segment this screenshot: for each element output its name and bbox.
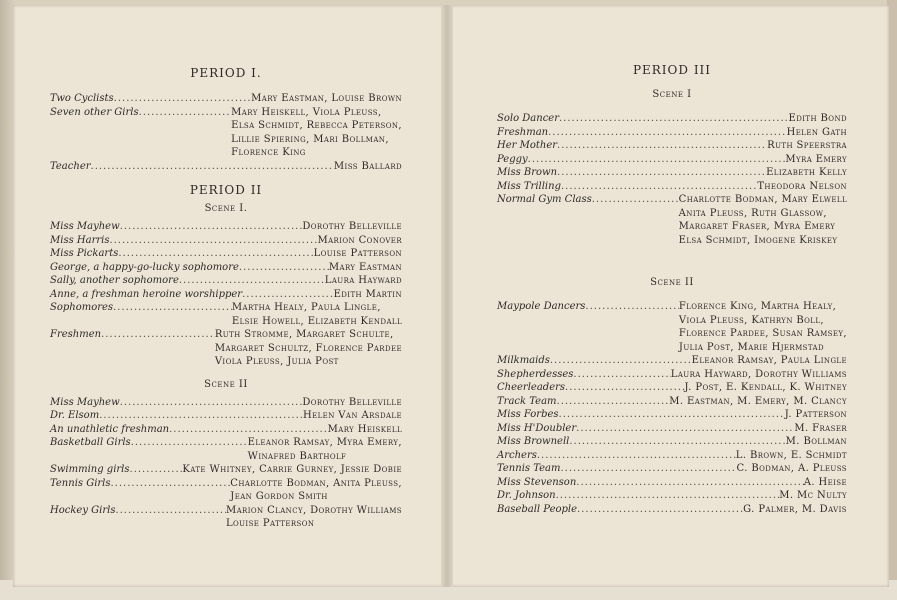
actor-names: M. Fraser [794, 422, 847, 434]
role-name: Her Mother [497, 140, 558, 151]
actor-names: Marion Clancy, Dorothy Williams Louise Patterson [225, 504, 402, 529]
role-name: George, a happy-go-lucky sophomore [50, 261, 239, 273]
actor-names: J. Patterson [784, 409, 847, 420]
role-name: Miss Brown [497, 167, 558, 178]
dot-leader [573, 368, 670, 382]
cast-entry [50, 301, 402, 328]
actor-names: Elizabeth Kelly [766, 167, 847, 178]
dot-leader [99, 409, 303, 423]
role-name: Dr. Elsom [50, 410, 100, 421]
actor-names: Laura Hayward [324, 275, 402, 286]
cast-entry [497, 476, 847, 490]
role-name: Peggy [497, 153, 528, 165]
actor-names: L. Brown, E. Schmidt [735, 449, 847, 461]
actor-names: Miss Ballard [333, 160, 402, 172]
role-name: Two Cyclists [50, 93, 114, 104]
actor-names: Edith Martin [333, 288, 402, 300]
role-name: Normal Gym Class [497, 194, 592, 205]
cast-entry [50, 261, 402, 275]
cast-entry [497, 354, 847, 368]
actor-names: Florence King, Martha Healy, Viola Pleuss, Kathryn Boll, Florence Pardee, Susan Ramsey, Julia Post, Marie Hjermstad [678, 301, 847, 353]
role-name: Dr. Johnson [497, 490, 556, 501]
actor-names: Kate Whitney, Carrie Gurney, Jessie Dobie [182, 464, 402, 475]
cast-entry [497, 153, 847, 167]
dot-leader [557, 139, 767, 153]
cast-entry [50, 477, 402, 504]
actor-names: Dorothy Belleville [302, 396, 402, 408]
cast-entry [50, 234, 402, 248]
dot-leader [101, 328, 215, 342]
actor-names: Dorothy Belleville [302, 221, 402, 232]
cast-entry [497, 300, 847, 354]
actor-names: Mary Heiskell [327, 423, 402, 435]
role-name: Tennis Girls [50, 477, 111, 489]
cast-list-period3-scene2 [497, 300, 847, 516]
cast-entry [50, 463, 402, 477]
cast-entry [50, 328, 402, 369]
role-name: Miss Pickarts [50, 248, 119, 259]
role-name: Miss H'Doubler [497, 422, 577, 434]
dot-leader [559, 112, 789, 126]
cast-entry [50, 220, 402, 234]
cast-entry [497, 180, 847, 194]
backdrop-left-edge [0, 0, 14, 600]
dot-leader [560, 462, 736, 476]
cast-entry [497, 368, 847, 382]
cast-entry [497, 408, 847, 422]
role-name: Miss Stevenson [497, 476, 577, 488]
cast-entry [50, 409, 402, 423]
actor-names: Martha Healy, Paula Lingle, Elsie Howell, Elizabeth Kendall [231, 302, 402, 327]
cast-list-period3-scene1 [497, 112, 847, 247]
actor-names: Helen Gath [786, 126, 847, 138]
role-name: Sally, another sophomore [50, 275, 179, 286]
role-name: Freshmen [50, 329, 102, 340]
role-name: Track Team [497, 395, 557, 407]
dot-leader [131, 436, 248, 450]
cast-entry [50, 504, 402, 531]
dot-leader [120, 396, 303, 410]
dot-leader [179, 274, 325, 288]
role-name: An unathletic freshman [50, 423, 170, 435]
role-name: Anne, a freshman heroine worshipper [50, 288, 243, 300]
dot-leader [548, 126, 787, 140]
role-name: Hockey Girls [50, 504, 116, 516]
actor-names: Mary Eastman, Louise Brown [251, 93, 402, 104]
role-name: Miss Trilling [497, 180, 561, 192]
actor-names: Laura Hayward, Dorothy Williams [670, 368, 847, 380]
dot-leader [114, 92, 251, 106]
cast-entry [497, 112, 847, 126]
role-name: Miss Mayhew [50, 396, 120, 408]
cast-entry [497, 422, 847, 436]
actor-names: M. Eastman, M. Emery, M. Clancy [669, 395, 847, 407]
cast-list-period1 [50, 92, 402, 173]
actor-names: C. Bodman, A. Pleuss [736, 463, 847, 474]
actor-names: Louise Patterson [313, 248, 402, 259]
cast-entry [50, 92, 402, 106]
dot-leader [239, 261, 329, 275]
dot-leader [576, 422, 794, 436]
dot-leader [576, 476, 803, 490]
actor-names: Helen Van Arsdale [303, 410, 402, 421]
dot-leader [556, 489, 780, 503]
role-name: Baseball People [497, 503, 578, 515]
dot-leader [109, 234, 317, 248]
role-name: Archers [497, 449, 537, 461]
role-name: Miss Forbes [497, 409, 559, 420]
dot-leader [559, 408, 785, 422]
dot-leader [528, 153, 786, 167]
role-name: Maypole Dancers [497, 301, 586, 312]
dot-leader [569, 435, 785, 449]
actor-names: J. Post, E. Kendall, K. Whitney [684, 382, 847, 393]
dot-leader [557, 395, 670, 409]
dot-leader [550, 354, 692, 368]
cast-entry [50, 160, 402, 174]
dot-leader [242, 288, 333, 302]
role-name: Miss Harris [50, 234, 110, 246]
cast-entry [50, 106, 402, 160]
actor-names: Charlotte Bodman, Mary Elwell Anita Pleuss, Ruth Glassow, Margaret Fraser, Myra Emery Elsa Schmidt, Imogene Kriskey [678, 194, 847, 246]
actor-names: Ruth Stromme, Margaret Schulte, Margaret Schultz, Florence Pardee Viola Pleuss, Julia Post [214, 329, 402, 367]
cast-entry [497, 126, 847, 140]
right-page-program [497, 63, 847, 516]
cast-entry [497, 489, 847, 503]
cast-entry [497, 193, 847, 247]
role-name: Seven other Girls [50, 106, 139, 118]
dot-leader [115, 504, 225, 518]
dot-leader [169, 423, 327, 437]
actor-names: Theodora Nelson [757, 180, 847, 192]
dot-leader [557, 166, 766, 180]
dot-leader [585, 300, 678, 314]
dot-leader [577, 503, 743, 517]
actor-names: Mary Heiskell, Viola Pleuss, Elsa Schmidt, Rebecca Peterson, Lillie Spiering, Mari Bollman, Florence King [231, 106, 402, 158]
dot-leader [111, 477, 231, 491]
role-name: Milkmaids [497, 355, 550, 366]
role-name: Cheerleaders [497, 382, 566, 393]
role-name: Solo Dancer [497, 113, 559, 124]
actor-names: A. Heise [803, 476, 847, 488]
scene-title: Scene I [652, 89, 692, 100]
cast-entry [497, 503, 847, 517]
role-name: Basketball Girls [50, 437, 131, 448]
dot-leader [118, 247, 313, 261]
dot-leader [139, 106, 232, 120]
dot-leader [113, 301, 232, 315]
actor-names: Marion Conover [317, 234, 402, 246]
cast-entry [497, 462, 847, 476]
actor-names: G. Palmer, M. Davis [743, 503, 847, 515]
cast-entry [497, 435, 847, 449]
cast-entry [497, 381, 847, 395]
cast-entry [50, 396, 402, 410]
dot-leader [130, 463, 183, 477]
cast-entry [497, 139, 847, 153]
cast-list-period2-scene1 [50, 220, 402, 369]
cast-entry [50, 274, 402, 288]
dot-leader [561, 180, 757, 194]
period-title: PERIOD II [189, 183, 263, 197]
cast-entry [50, 247, 402, 261]
role-name: Sophomores [50, 302, 114, 313]
actor-names: M. Mc Nulty [779, 490, 847, 501]
cast-entry [50, 288, 402, 302]
actor-names: M. Bollman [785, 436, 847, 447]
role-name: Freshman [497, 126, 549, 138]
actor-names: Myra Emery [785, 153, 847, 165]
actor-names: Edith Bond [788, 113, 847, 124]
dot-leader [537, 449, 736, 463]
role-name: Miss Mayhew [50, 221, 120, 232]
dot-leader [120, 220, 303, 234]
scene-title: Scene I. [204, 203, 248, 214]
period-title: PERIOD I. [190, 66, 262, 80]
actor-names: Mary Eastman [328, 261, 402, 273]
actor-names: Eleanor Ramsay, Paula Lingle [691, 355, 847, 366]
scene-title: Scene II [650, 277, 694, 288]
role-name: Miss Brownell [497, 436, 570, 447]
cast-entry [497, 166, 847, 180]
left-page-program [50, 66, 402, 531]
cast-list-period2-scene2 [50, 396, 402, 531]
cast-entry [50, 423, 402, 437]
period-title: PERIOD III [632, 63, 712, 77]
dot-leader [592, 193, 679, 207]
role-name: Swimming girls [50, 464, 130, 475]
role-name: Tennis Team [497, 463, 561, 474]
actor-names: Eleanor Ramsay, Myra Emery, Winafred Bartholf [247, 437, 402, 462]
booklet-spine [441, 5, 453, 587]
dot-leader [565, 381, 685, 395]
role-name: Shepherdesses [497, 368, 574, 380]
cast-entry [50, 436, 402, 463]
role-name: Teacher [50, 160, 91, 172]
scene-title: Scene II [204, 378, 248, 390]
cast-entry [497, 449, 847, 463]
actor-names: Charlotte Bodman, Anita Pleuss, Jean Gordon Smith [230, 477, 402, 502]
actor-names: Ruth Speerstra [767, 140, 847, 151]
dot-leader [91, 160, 334, 174]
cast-entry [497, 395, 847, 409]
